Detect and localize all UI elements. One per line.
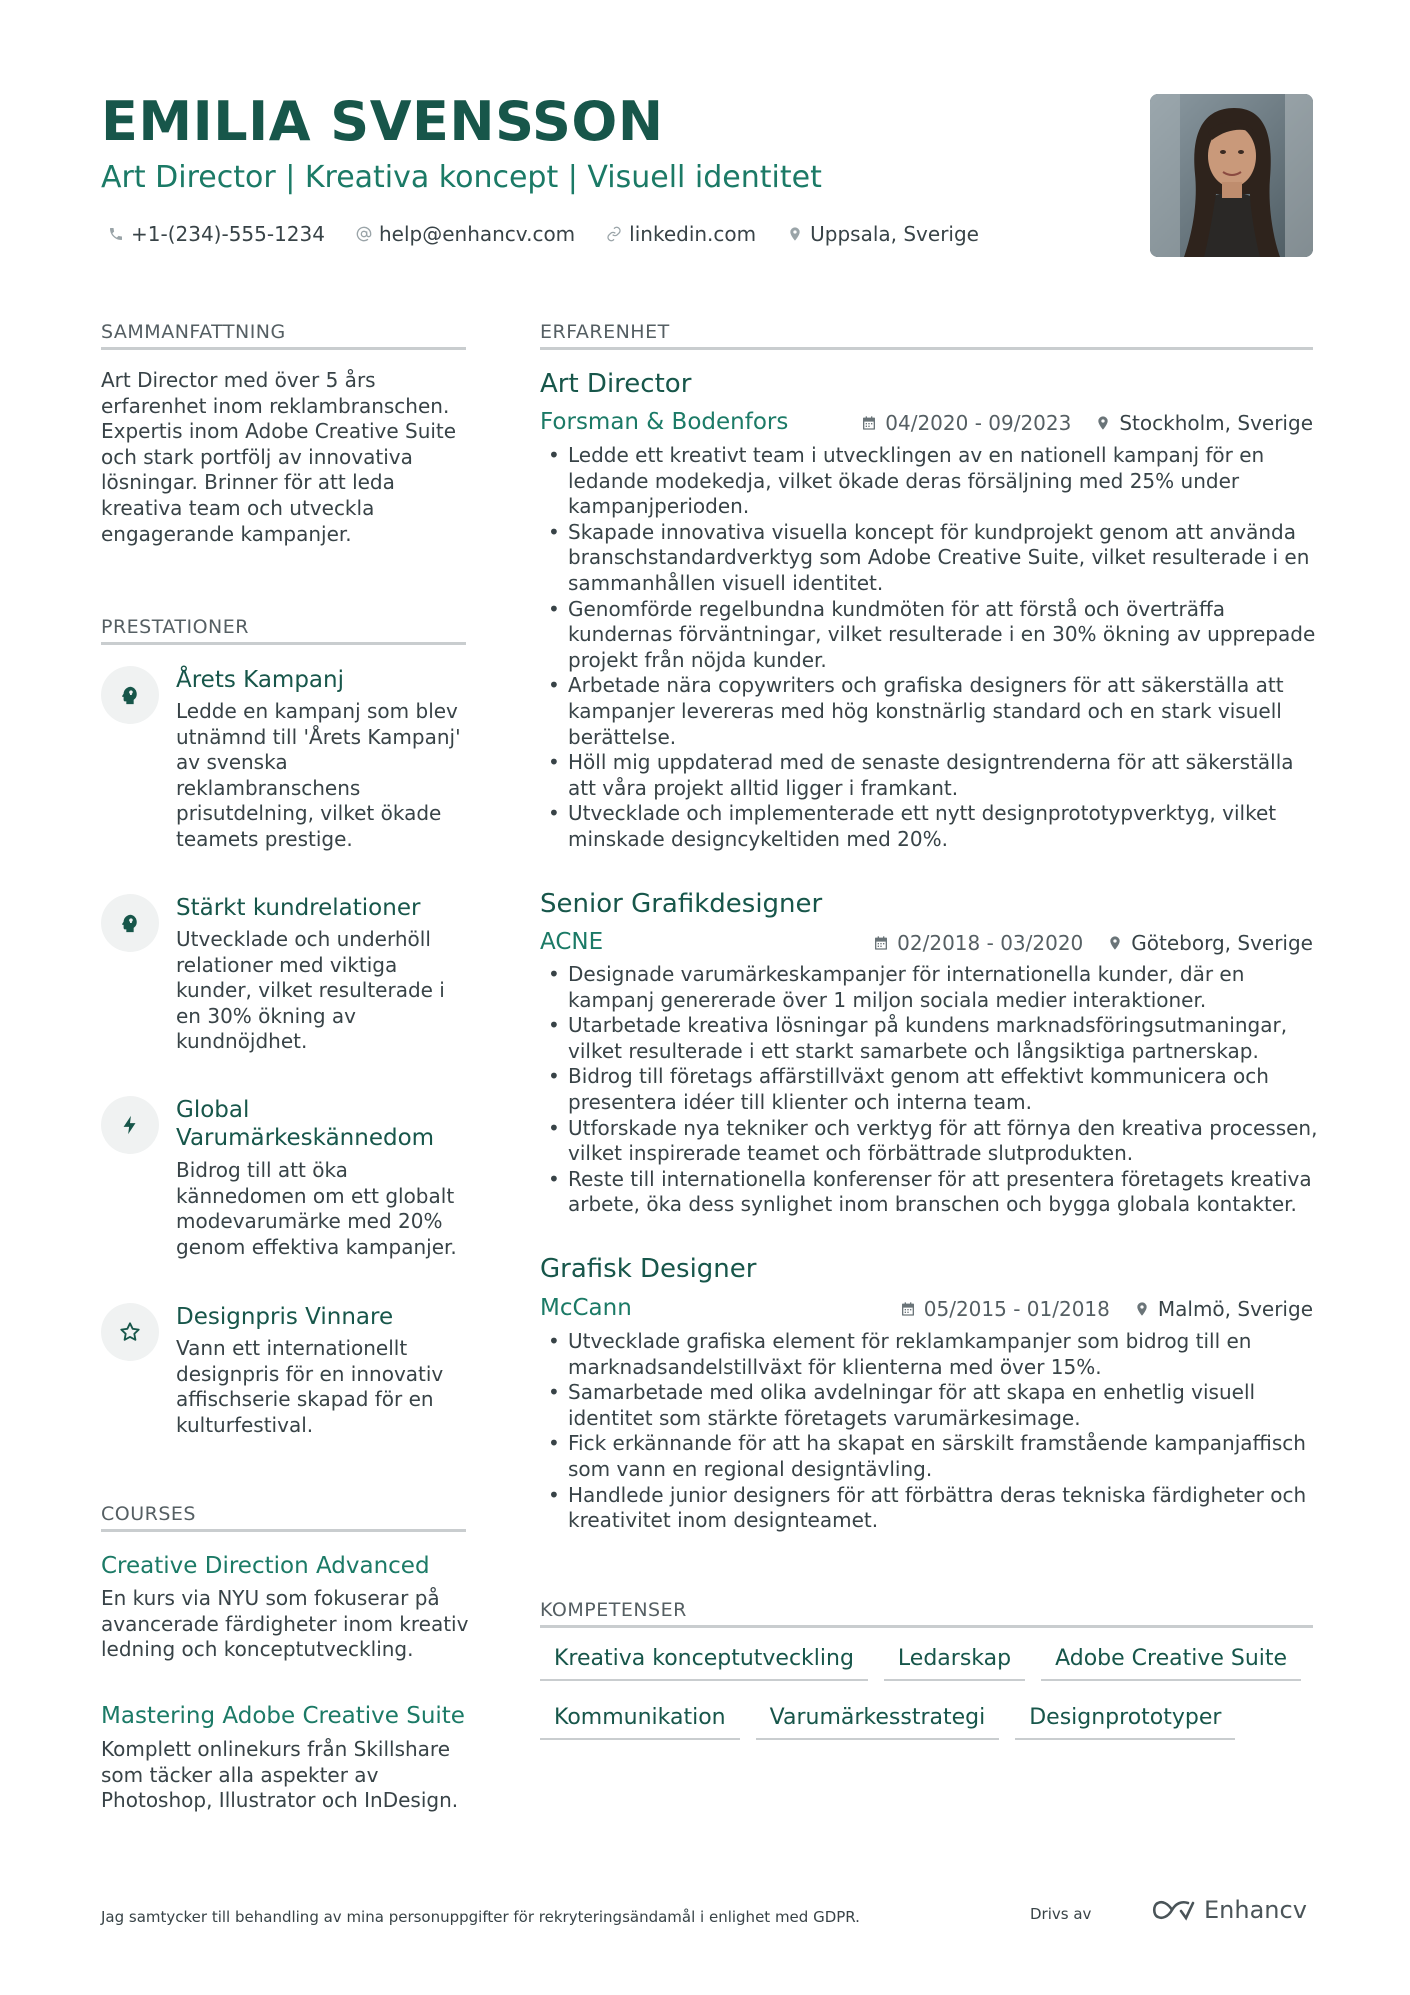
section-divider — [101, 1529, 466, 1532]
section-divider — [540, 1625, 1313, 1628]
achievement-description: Ledde en kampanj som blev utnämnd till 'Årets Kampanj' av svenska reklambranschens prisutdelning, vilket ökade teamets prestige. — [176, 699, 461, 851]
location-text: Uppsala, Sverige — [810, 222, 979, 246]
job-location — [1095, 411, 1313, 435]
enhancv-logo-icon — [1150, 1897, 1196, 1923]
bullet-item: • Skapade innovativa visuella koncept för kundprojekt genom att använda branschstandardverktyg som Adobe Creative Suite, vilket resulterade i en sammanhållen visuell identitet. — [540, 520, 1320, 597]
job-bullets — [540, 443, 1320, 853]
profile-photo — [1150, 94, 1313, 257]
contact-email[interactable] — [355, 222, 575, 246]
skill-tag: Varumärkesstrategi — [756, 1699, 1000, 1740]
location-pin-icon — [1095, 415, 1111, 431]
job-dates — [873, 931, 1083, 955]
job-dates — [900, 1297, 1110, 1321]
section-title-skills: KOMPETENSER — [540, 1599, 687, 1621]
section-divider — [101, 642, 466, 645]
contact-phone[interactable] — [107, 222, 325, 246]
bullet-item: • Samarbetade med olika avdelningar för att skapa en enhetlig visuell identitet som stärkte företagets varumärkesimage. — [540, 1380, 1320, 1431]
achievement-description: Bidrog till att öka kännedomen om ett globalt modevarumärke med 20% genom effektiva kampanjer. — [176, 1158, 457, 1259]
at-sign-icon — [355, 225, 373, 243]
job-dates — [861, 411, 1071, 435]
course-title: Creative Direction Advanced — [101, 1553, 430, 1579]
email-text: help@enhancv.com — [378, 222, 576, 246]
job-dates-text: 05/2015 - 01/2018 — [923, 1297, 1110, 1321]
job-company: McCann — [540, 1295, 632, 1321]
contact-bar — [107, 222, 1009, 246]
job-meta — [900, 1297, 1313, 1321]
course-description: En kurs via NYU som fokuserar på avancerade färdigheter inom kreativ ledning och konceptutveckling. — [101, 1586, 469, 1662]
candidate-headline: Art Director | Kreativa koncept | Visuell identitet — [101, 160, 822, 195]
contact-location — [786, 222, 979, 246]
star-icon — [101, 1303, 159, 1361]
calendar-icon — [900, 1301, 916, 1317]
bullet-item: • Fick erkännande för att ha skapat en särskilt framstående kampanjaffisch som vann en regional designtävling. — [540, 1431, 1320, 1482]
location-pin-icon — [786, 225, 804, 243]
job-location — [1107, 931, 1313, 955]
job-title: Senior Grafikdesigner — [540, 889, 823, 919]
achievement-title: Stärkt kundrelationer — [176, 895, 421, 921]
job-dates-text: 04/2020 - 09/2023 — [885, 411, 1072, 435]
candidate-name: EMILIA SVENSSON — [101, 90, 664, 153]
gdpr-consent: Jag samtycker till behandling av mina personuppgifter för rekryteringsändamål i enlighet med GDPR. — [101, 1908, 860, 1926]
job-title: Art Director — [540, 369, 692, 399]
skills-list — [540, 1640, 1320, 1758]
job-meta — [873, 931, 1313, 955]
lightning-icon — [101, 1096, 159, 1154]
achievement-description: Utvecklade och underhöll relationer med viktiga kunder, vilket resulterade i en 30% ökning av kundnöjdhet. — [176, 927, 445, 1054]
bullet-item: • Utvecklade och implementerade ett nytt designprototypverktyg, vilket minskade designcykeltiden med 20%. — [540, 801, 1320, 852]
skill-tag: Kommunikation — [540, 1699, 740, 1740]
bullet-item: • Genomförde regelbundna kundmöten för att förstå och överträffa kundernas förväntningar, vilket resulterade i en 30% ökning av upprepade projekt från nöjda kunder. — [540, 597, 1320, 674]
job-company: Forsman & Bodenfors — [540, 409, 789, 435]
location-pin-icon — [1107, 935, 1123, 951]
skill-tag: Ledarskap — [884, 1640, 1025, 1681]
contact-linkedin[interactable] — [605, 222, 756, 246]
bullet-item: • Utarbetade kreativa lösningar på kundens marknadsföringsutmaningar, vilket resulterade i ett starkt samarbete och långsiktiga partnerskap. — [540, 1013, 1320, 1064]
course-title: Mastering Adobe Creative Suite — [101, 1703, 465, 1729]
bullet-item: • Höll mig uppdaterad med de senaste designtrenderna för att säkerställa att våra projekt alltid ligger i framkant. — [540, 750, 1320, 801]
phone-icon — [107, 225, 125, 243]
job-meta — [861, 411, 1313, 435]
bullet-item: • Handlede junior designers för att förbättra deras tekniska färdigheter och kreativitet inom designteamet. — [540, 1483, 1320, 1534]
phone-text: +1-(234)-555-1234 — [131, 222, 325, 246]
brain-head-icon — [101, 894, 159, 952]
bullet-item: • Utvecklade grafiska element för reklamkampanjer som bidrog till en marknadsandelstillväxt för klienterna med över 15%. — [540, 1329, 1320, 1380]
brand-logo[interactable] — [1150, 1896, 1307, 1924]
brain-head-icon — [101, 666, 159, 724]
linkedin-text: linkedin.com — [629, 222, 757, 246]
job-location-text: Stockholm, Sverige — [1119, 411, 1313, 435]
course-description: Komplett onlinekurs från Skillshare som täcker alla aspekter av Photoshop, Illustrator och InDesign. — [101, 1737, 459, 1813]
achievement-description: Vann ett internationellt designpris för en innovativ affischserie skapad för en kulturfestival. — [176, 1336, 444, 1437]
bullet-item: • Bidrog till företags affärstillväxt genom att effektivt kommunicera och presentera idéer till klienter och interna team. — [540, 1064, 1320, 1115]
calendar-icon — [873, 935, 889, 951]
skill-tag: Adobe Creative Suite — [1041, 1640, 1301, 1681]
job-company: ACNE — [540, 929, 604, 955]
section-title-achievements: PRESTATIONER — [101, 616, 249, 638]
job-title: Grafisk Designer — [540, 1254, 757, 1284]
job-dates-text: 02/2018 - 03/2020 — [897, 931, 1084, 955]
bullet-item: • Designade varumärkeskampanjer för internationella kunder, där en kampanj genererade över 1 miljon sociala medier interaktioner. — [540, 962, 1320, 1013]
bullet-item: • Reste till internationella konferenser för att presentera företagets kreativa arbete, öka dess synlighet inom branschen och bygga globala kontakter. — [540, 1167, 1320, 1218]
section-title-experience: ERFARENHET — [540, 321, 670, 343]
skill-tag: Designprototyper — [1015, 1699, 1235, 1740]
bullet-item: • Utforskade nya tekniker och verktyg för att förnya den kreativa processen, vilket inspirerade teamet och förbättrade slutprodukten. — [540, 1116, 1320, 1167]
link-icon — [605, 225, 623, 243]
section-title-summary: SAMMANFATTNING — [101, 321, 286, 343]
achievement-title: Global Varumärkeskännedom — [176, 1097, 435, 1151]
section-title-courses: COURSES — [101, 1503, 196, 1525]
location-pin-icon — [1134, 1301, 1150, 1317]
calendar-icon — [861, 415, 877, 431]
achievement-title: Årets Kampanj — [176, 667, 344, 693]
summary-text: Art Director med över 5 års erfarenhet inom reklambranschen. Expertis inom Adobe Creative Suite och stark portfölj av innovativa lösningar. Brinner för att leda kreativa team och utveckla engagerande kampanjer. — [101, 368, 457, 546]
section-divider — [540, 347, 1313, 350]
powered-by-label: Drivs av — [1030, 1905, 1092, 1923]
bullet-item: • Arbetade nära copywriters och grafiska designers för att säkerställa att kampanjer levereras med hög konstnärlig standard och en stark visuell berättelse. — [540, 673, 1320, 750]
job-location-text: Göteborg, Sverige — [1131, 931, 1313, 955]
section-divider — [101, 347, 466, 350]
job-location-text: Malmö, Sverige — [1157, 1297, 1313, 1321]
skill-tag: Kreativa konceptutveckling — [540, 1640, 868, 1681]
achievement-title: Designpris Vinnare — [176, 1304, 394, 1330]
job-location — [1134, 1297, 1313, 1321]
job-bullets — [540, 962, 1320, 1218]
bullet-item: • Ledde ett kreativt team i utvecklingen av en nationell kampanj för en ledande modekedja, vilket ökade deras försäljning med 25% under kampanjperioden. — [540, 443, 1320, 520]
brand-name: Enhancv — [1204, 1896, 1307, 1924]
job-bullets — [540, 1329, 1320, 1534]
